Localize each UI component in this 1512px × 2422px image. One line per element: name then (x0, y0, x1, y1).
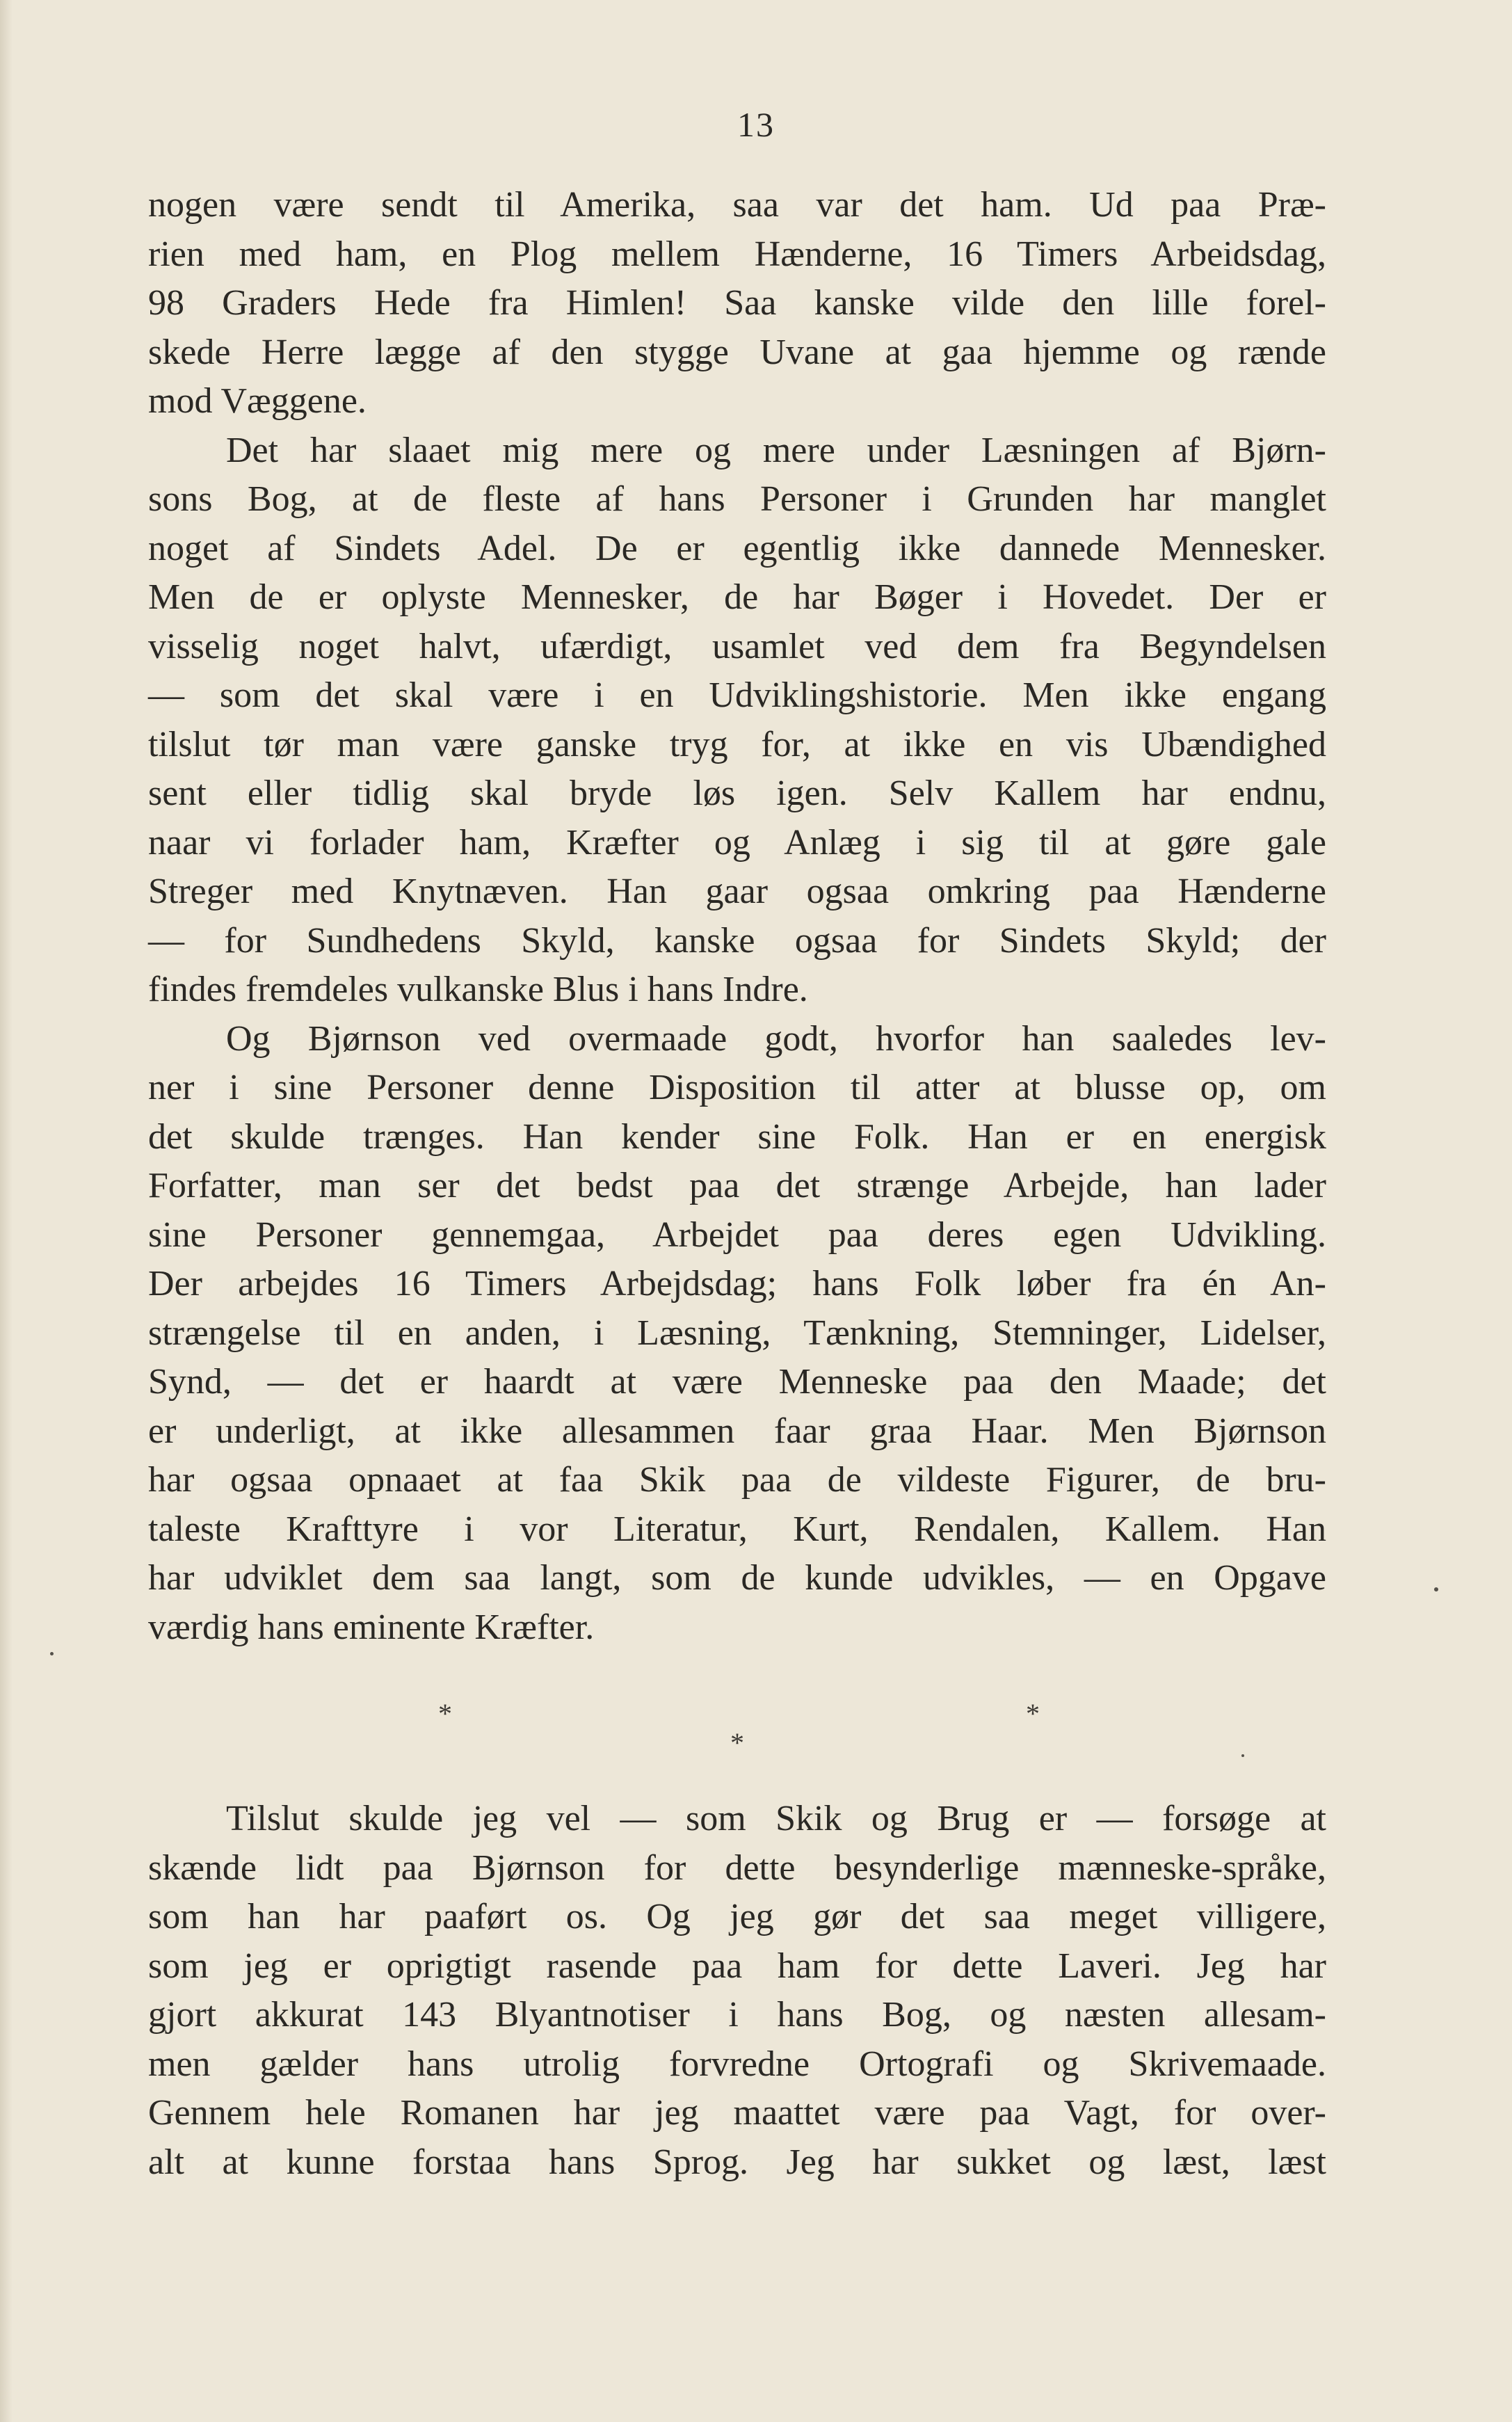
text-line: Der arbejdes 16 Timers Arbejdsdag; hans Folk løber fra én An- (148, 1264, 1326, 1304)
paper-speck (1434, 1587, 1438, 1591)
text-line: Synd, — det er haardt at være Menneske paa den Maade; det (148, 1362, 1326, 1402)
text-line: Forfatter, man ser det bedst paa det strænge Arbejde, han lader (148, 1166, 1326, 1205)
text-line: — som det skal være i en Udviklingshistorie. Men ikke engang (148, 675, 1326, 715)
text-line: sine Personer gennemgaa, Arbejdet paa deres egen Udvikling. (148, 1214, 1326, 1255)
text-line: Gennem hele Romanen har jeg maattet være paa Vagt, for over- (148, 2093, 1326, 2133)
text-line: naar vi forlader ham, Kræfter og Anlæg i sig til at gøre gale (148, 822, 1326, 863)
text-line: men gælder hans utrolig forvredne Ortografi og Skrivemaade. (148, 2044, 1326, 2084)
text-line: Tilslut skulde jeg vel — som Skik og Brug er — forsøge at (226, 1799, 1326, 1838)
text-line: mod Væggene. (148, 381, 367, 421)
text-line: Det har slaaet mig mere og mere under Læsningen af Bjørn- (226, 430, 1326, 470)
body-text-top (148, 181, 1326, 1652)
paper-speck (1241, 1754, 1244, 1757)
text-line: 98 Graders Hede fra Himlen! Saa kanske vilde den lille forel- (148, 283, 1326, 323)
text-line: som jeg er oprigtigt rasende paa ham for dette Laveri. Jeg har (148, 1946, 1326, 1986)
text-line: sons Bog, at de fleste af hans Personer i Grunden har manglet (148, 479, 1326, 519)
text-line: Streger med Knytnæven. Han gaar ogsaa omkring paa Hænderne (148, 872, 1326, 911)
text-line: — for Sundhedens Skyld, kanske ogsaa for Sindets Skyld; der (148, 920, 1326, 961)
text-line: rien med ham, en Plog mellem Hænderne, 16 Timers Arbeidsdag, (148, 234, 1326, 274)
text-line: findes fremdeles vulkanske Blus i hans Indre. (148, 970, 808, 1009)
section-break-asterism (0, 1697, 1512, 1767)
text-line: skænde lidt paa Bjørnson for dette besynderlige mænneske-språke, (148, 1847, 1326, 1888)
text-line: nogen være sendt til Amerika, saa var det ham. Ud paa Præ- (148, 185, 1326, 225)
text-line: er underligt, at ikke allesammen faar graa Haar. Men Bjørnson (148, 1411, 1326, 1451)
page-number: 13 (737, 105, 775, 144)
text-line: har ogsaa opnaaet at faa Skik paa de vildeste Figurer, de bru- (148, 1460, 1326, 1500)
paper-speck (50, 1652, 54, 1655)
text-line: som han har paaført os. Og jeg gør det saa meget villigere, (148, 1897, 1326, 1936)
asterisk-center: * (730, 1727, 744, 1758)
text-line: det skulde trænges. Han kender sine Folk. Han er en energisk (148, 1116, 1326, 1157)
text-line: tilslut tør man være ganske tryg for, at ikke en vis Ubændighed (148, 724, 1326, 764)
text-line: har udviklet dem saa langt, som de kunde udvikles, — en Opgave (148, 1558, 1326, 1598)
text-line: Men de er oplyste Mennesker, de har Bøger i Hovedet. Der er (148, 577, 1326, 617)
text-line: Og Bjørnson ved overmaade godt, hvorfor han saaledes lev- (226, 1018, 1326, 1059)
text-line: ner i sine Personer denne Disposition til atter at blusse op, om (148, 1068, 1326, 1107)
text-line: taleste Krafttyre i vor Literatur, Kurt, Rendalen, Kallem. Han (148, 1509, 1326, 1549)
text-line: sent eller tidlig skal bryde løs igen. Selv Kallem har endnu, (148, 773, 1326, 813)
asterisk-left: * (438, 1698, 452, 1729)
page-edge-shadow (0, 0, 13, 2422)
text-line: værdig hans eminente Kræfter. (148, 1607, 595, 1647)
asterisk-right: * (1026, 1698, 1040, 1729)
text-line: alt at kunne forstaa hans Sprog. Jeg har sukket og læst, læst (148, 2142, 1326, 2182)
text-line: gjort akkurat 143 Blyantnotiser i hans Bog, og næsten allesam- (148, 1995, 1326, 2035)
text-line: skede Herre lægge af den stygge Uvane at gaa hjemme og rænde (148, 332, 1326, 372)
text-line: visselig noget halvt, ufærdigt, usamlet ved dem fra Begyndelsen (148, 626, 1326, 666)
text-line: strængelse til en anden, i Læsning, Tænkning, Stemninger, Lidelser, (148, 1313, 1326, 1353)
body-text-bottom (148, 1795, 1326, 2187)
text-line: noget af Sindets Adel. De er egentlig ikke dannede Mennesker. (148, 528, 1326, 568)
